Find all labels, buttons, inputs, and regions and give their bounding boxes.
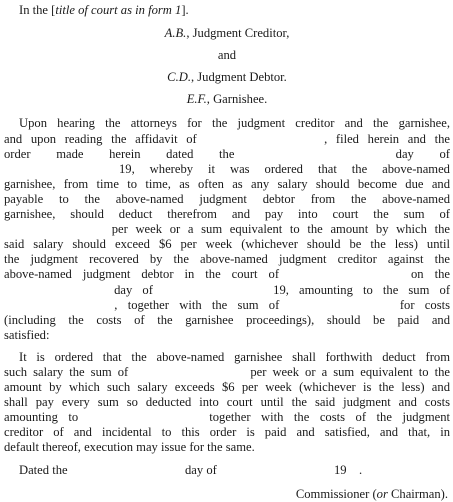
order-paragraph — [4, 350, 450, 456]
court-caption: In the [title of court as in form 1]. — [19, 3, 189, 17]
recital-line: order made herein dated the day of — [4, 146, 450, 161]
recital-line: said salary should exceed $6 per week (whichever should be the less) until — [4, 237, 450, 252]
party-judgment-debtor: C.D., Judgment Debtor. — [167, 70, 287, 85]
recital-line: garnishee, from time to time, as often as any salary should become due and — [4, 176, 450, 191]
order-line: shall pay every sum so deducted into court until the said judgment and costs — [4, 395, 450, 410]
order-line: default thereof, execution may issue for the same. — [4, 440, 255, 455]
party-judgment-creditor: A.B., Judgment Creditor, — [164, 26, 290, 41]
recital-line: satisfied: — [4, 327, 50, 342]
order-line: such salary the sum of per week or a sum equivalent to the — [4, 364, 450, 379]
recital-line: the judgment recovered by the above-named judgment creditor against the — [4, 252, 450, 267]
order-line: It is ordered that the above-named garnishee shall forthwith deduct from — [19, 349, 450, 364]
recital-line: garnishee, should deduct therefrom and pay into court the sum of — [4, 207, 450, 222]
order-line: creditor of and incidental to this order is paid and satisfied, and that, in — [4, 425, 450, 440]
recital-line: and upon reading the affidavit of , filed herein and the — [4, 131, 451, 146]
recital-line: (including the costs of the garnishee proceedings), should be paid and — [4, 312, 450, 327]
recital-line: 19, whereby it was ordered that the above-named — [118, 161, 450, 176]
recital-paragraph — [4, 116, 450, 342]
recital-line: Upon hearing the attorneys for the judgment creditor and the garnishee, — [19, 116, 450, 131]
recital-line: payable to the above-named judgment debtor from the above-named — [4, 191, 450, 206]
recital-line: per week or a sum equivalent to the amount by which the — [111, 222, 450, 237]
order-line: amounting to together with the costs of the judgment — [4, 410, 451, 425]
recital-line: above-named judgment debtor in the court of on the — [4, 267, 450, 282]
recital-line: day of 19, amounting to the sum of — [114, 282, 451, 297]
party-joiner: and — [217, 48, 237, 63]
recital-line: , together with the sum of for costs — [114, 297, 450, 312]
order-line: amount by which such salary exceeds $6 per week (whichever is the less) and — [4, 380, 450, 395]
signature-line: Commissioner (or Chairman). — [295, 486, 448, 501]
party-garnishee: E.F., Garnishee. — [186, 92, 268, 107]
dated-line: Dated the day of 19 . — [19, 462, 363, 477]
